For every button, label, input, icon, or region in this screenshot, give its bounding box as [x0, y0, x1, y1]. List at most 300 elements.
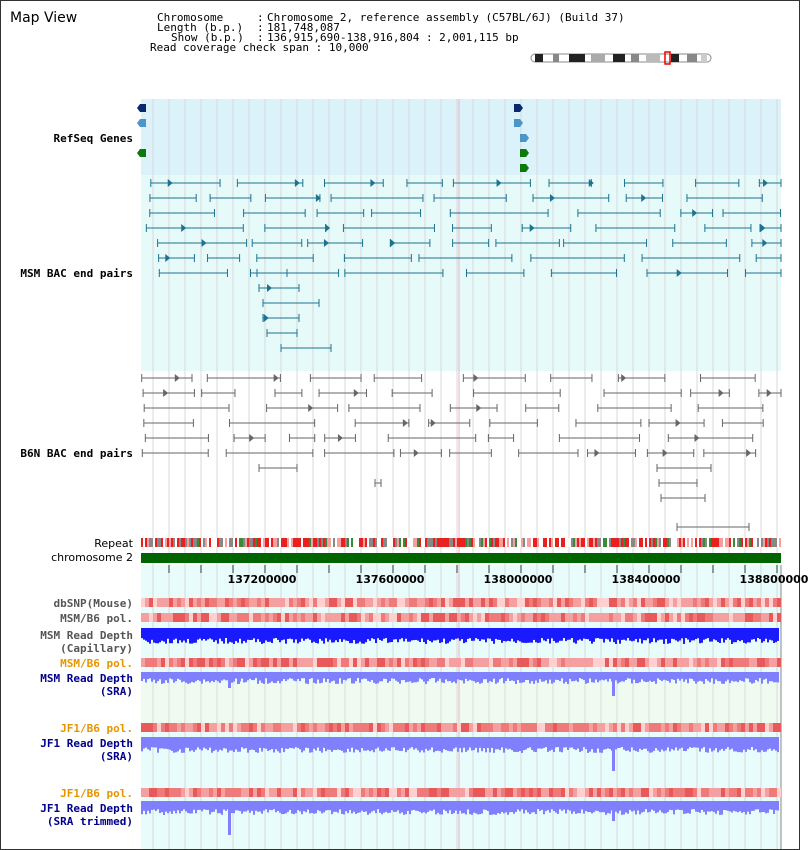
depth-bar	[369, 737, 371, 751]
depth-bar	[425, 801, 427, 813]
depth-bar	[193, 737, 195, 752]
depth-bar	[181, 672, 183, 682]
polymorphism-cell	[725, 613, 729, 622]
polymorphism-cell	[561, 658, 565, 667]
depth-bar	[407, 672, 409, 682]
dbsnp-label[interactable]: dbSNP(Mouse)	[53, 597, 133, 610]
depth-bar	[755, 672, 757, 680]
polymorphism-cell	[305, 658, 309, 667]
polymorphism-cell	[281, 658, 285, 667]
polymorphism-cell	[549, 788, 553, 797]
depth-bar	[527, 628, 529, 643]
depth-bar	[583, 801, 585, 814]
depth-bar	[631, 737, 633, 747]
msm-b6-pol-sra-label[interactable]: MSM/B6 pol.	[60, 657, 133, 670]
polymorphism-cell	[489, 788, 493, 797]
depth-bar	[643, 628, 645, 640]
repeat-segment	[753, 538, 755, 547]
repeat-segment	[311, 538, 313, 547]
polymorphism-cell	[293, 658, 297, 667]
polymorphism-cell	[473, 658, 477, 667]
repeat-segment	[471, 538, 473, 547]
depth-bar	[291, 628, 293, 639]
depth-bar	[539, 737, 541, 749]
polymorphism-cell	[577, 723, 581, 732]
repeat-segment	[267, 538, 269, 547]
depth-bar	[175, 801, 177, 813]
depth-bar	[771, 628, 773, 640]
depth-bar	[245, 737, 247, 748]
polymorphism-cell	[445, 788, 449, 797]
depth-bar	[377, 672, 379, 683]
depth-bar	[557, 801, 559, 814]
depth-bar	[703, 628, 705, 640]
depth-bar	[275, 628, 277, 638]
depth-bar	[547, 801, 549, 810]
depth-bar	[737, 628, 739, 640]
polymorphism-cell	[245, 788, 249, 797]
polymorphism-cell	[441, 613, 445, 622]
depth-bar	[677, 737, 679, 750]
jf1-pol2-label[interactable]: JF1/B6 pol.	[60, 787, 133, 800]
polymorphism-cell	[377, 788, 381, 797]
depth-bar	[595, 628, 597, 638]
depth-bar	[279, 801, 281, 813]
polymorphism-cell	[773, 613, 777, 622]
depth-bar	[493, 628, 495, 644]
msm-depth-capillary-label[interactable]	[40, 629, 133, 655]
depth-bar	[427, 628, 429, 640]
depth-bar	[637, 672, 639, 683]
polymorphism-cell	[485, 613, 489, 622]
depth-bar	[287, 628, 289, 639]
depth-bar	[277, 801, 279, 811]
refseq-label[interactable]: RefSeq Genes	[53, 132, 133, 145]
depth-bar	[617, 628, 619, 640]
polymorphism-cell	[541, 723, 545, 732]
polymorphism-cell	[213, 788, 217, 797]
repeat-segment	[677, 538, 679, 547]
depth-bar	[231, 801, 233, 813]
polymorphism-cell	[589, 788, 593, 797]
repeat-segment	[751, 538, 753, 547]
polymorphism-cell	[297, 723, 301, 732]
depth-bar	[777, 801, 779, 810]
depth-bar	[611, 628, 613, 638]
depth-bar	[375, 672, 377, 684]
depth-bar	[459, 672, 461, 680]
depth-bar	[287, 801, 289, 812]
polymorphism-cell	[769, 658, 773, 667]
polymorphism-cell	[617, 613, 621, 622]
polymorphism-cell	[193, 723, 197, 732]
depth-bar	[505, 628, 507, 641]
polymorphism-cell	[753, 723, 757, 732]
depth-bar	[265, 672, 267, 678]
polymorphism-cell	[461, 658, 465, 667]
depth-bar	[667, 628, 669, 644]
depth-bar	[487, 672, 489, 683]
depth-bar	[179, 801, 181, 813]
polymorphism-cell	[357, 613, 361, 622]
repeat-segment	[519, 538, 521, 547]
depth-bar	[435, 672, 437, 682]
polymorphism-cell	[669, 788, 673, 797]
depth-bar	[199, 672, 201, 681]
depth-bar	[771, 672, 773, 681]
depth-bar	[241, 801, 243, 814]
polymorphism-cell	[489, 613, 493, 622]
polymorphism-cell	[541, 613, 545, 622]
depth-bar	[545, 801, 547, 811]
repeat-segment	[241, 538, 243, 547]
repeat-segment	[279, 538, 281, 547]
b6n-bac-label[interactable]: B6N BAC end pairs	[20, 447, 133, 460]
depth-bar	[397, 801, 399, 810]
repeat-segment	[579, 538, 581, 547]
polymorphism-cell	[573, 788, 577, 797]
polymorphism-cell	[601, 613, 605, 622]
repeat-segment	[197, 538, 199, 547]
polymorphism-cell	[221, 598, 225, 607]
depth-bar	[253, 628, 255, 638]
msm-depth-sra-sub: (SRA)	[99, 685, 133, 698]
depth-bar	[541, 801, 543, 810]
depth-bar	[465, 801, 467, 814]
repeat-segment	[445, 538, 447, 547]
polymorphism-cell	[593, 658, 597, 667]
gene-feature	[137, 119, 146, 127]
depth-bar	[213, 801, 215, 812]
polymorphism-cell	[713, 723, 717, 732]
polymorphism-cell	[637, 613, 641, 622]
polymorphism-cell	[765, 723, 769, 732]
depth-bar	[149, 628, 151, 644]
depth-bar	[261, 801, 263, 814]
depth-bar	[459, 801, 461, 811]
depth-bar	[357, 628, 359, 643]
polymorphism-cell	[465, 598, 469, 607]
polymorphism-cell	[257, 613, 261, 622]
depth-bar	[719, 628, 721, 643]
repeat-segment	[161, 538, 163, 547]
repeat-segment	[255, 538, 257, 547]
polymorphism-cell	[637, 723, 641, 732]
depth-bar	[695, 801, 697, 812]
depth-bar	[521, 737, 523, 753]
depth-bar	[733, 628, 735, 642]
polymorphism-cell	[425, 598, 429, 607]
repeat-label[interactable]: Repeat	[94, 537, 133, 550]
polymorphism-cell	[717, 658, 721, 667]
depth-bar	[377, 801, 379, 809]
chromosome-label[interactable]: chromosome 2	[51, 551, 133, 564]
polymorphism-cell	[285, 788, 289, 797]
depth-bar	[401, 672, 403, 680]
repeat-segment	[693, 538, 695, 547]
depth-bar	[501, 628, 503, 643]
msm-depth-sra-label[interactable]	[40, 672, 133, 698]
bac-end-marker	[719, 389, 724, 397]
depth-bar	[149, 737, 151, 750]
polymorphism-cell	[689, 788, 693, 797]
depth-bar	[277, 672, 279, 681]
depth-bar	[445, 737, 447, 750]
jf1-depth-label[interactable]	[40, 737, 133, 763]
polymorphism-cell	[269, 723, 273, 732]
depth-bar	[517, 737, 519, 752]
polymorphism-cell	[185, 598, 189, 607]
repeat-segment	[163, 538, 165, 547]
polymorphism-cell	[741, 598, 745, 607]
depth-bar	[383, 737, 385, 751]
polymorphism-cell	[169, 788, 173, 797]
polymorphism-cell	[721, 598, 725, 607]
depth-bar	[623, 672, 625, 682]
polymorphism-cell	[589, 598, 593, 607]
polymorphism-cell	[565, 613, 569, 622]
polymorphism-cell	[349, 613, 353, 622]
polymorphism-cell	[349, 658, 353, 667]
depth-bar	[277, 628, 279, 640]
polymorphism-cell	[677, 613, 681, 622]
depth-bar	[507, 737, 509, 749]
depth-bar	[343, 801, 345, 814]
depth-bar	[667, 801, 669, 812]
repeat-segment	[669, 538, 671, 547]
depth-bar	[445, 672, 447, 679]
repeat-segment	[251, 538, 253, 547]
depth-bar	[629, 737, 631, 752]
depth-bar	[313, 672, 315, 683]
depth-bar	[165, 672, 167, 680]
polymorphism-cell	[385, 598, 389, 607]
depth-bar	[143, 801, 145, 811]
polymorphism-cell	[525, 598, 529, 607]
depth-bar	[317, 801, 319, 810]
repeat-segment	[167, 538, 169, 547]
polymorphism-cell	[237, 723, 241, 732]
repeat-segment	[599, 538, 601, 547]
depth-bar	[767, 628, 769, 642]
polymorphism-cell	[417, 788, 421, 797]
depth-bar	[447, 672, 449, 681]
polymorphism-cell	[613, 613, 617, 622]
depth-bar	[167, 628, 169, 639]
bac-end-marker	[431, 419, 436, 427]
repeat-segment	[377, 538, 379, 547]
depth-bar	[641, 737, 643, 750]
depth-bar	[355, 628, 357, 644]
polymorphism-cell	[253, 723, 257, 732]
depth-bar	[593, 628, 595, 642]
polymorphism-cell	[373, 613, 377, 622]
polymorphism-cell	[297, 613, 301, 622]
depth-bar	[667, 737, 669, 747]
depth-bar	[771, 737, 773, 751]
repeat-segment	[663, 538, 665, 547]
depth-bar	[149, 672, 151, 678]
polymorphism-cell	[201, 598, 205, 607]
depth-bar	[653, 801, 655, 811]
depth-bar	[759, 672, 761, 678]
polymorphism-cell	[569, 613, 573, 622]
polymorphism-cell	[557, 723, 561, 732]
depth-bar	[679, 672, 681, 681]
depth-bar	[351, 672, 353, 683]
depth-bar	[707, 628, 709, 638]
repeat-segment	[165, 538, 167, 547]
msm-b6-pol-label[interactable]: MSM/B6 pol.	[60, 612, 133, 625]
repeat-segment	[645, 538, 647, 547]
polymorphism-cell	[265, 723, 269, 732]
depth-bar	[365, 801, 367, 811]
depth-bar	[201, 628, 203, 640]
depth-bar	[321, 801, 323, 813]
polymorphism-cell	[769, 723, 773, 732]
depth-bar	[419, 628, 421, 642]
jf1-trimmed-label[interactable]	[40, 802, 133, 828]
depth-bar	[205, 737, 207, 749]
repeat-segment	[561, 538, 563, 547]
polymorphism-cell	[281, 788, 285, 797]
depth-bar	[281, 801, 283, 814]
depth-bar	[307, 672, 309, 684]
polymorphism-cell	[605, 598, 609, 607]
depth-bar	[227, 628, 229, 644]
polymorphism-cell	[241, 788, 245, 797]
depth-bar	[549, 737, 551, 751]
polymorphism-cell	[561, 613, 565, 622]
depth-bar	[729, 801, 731, 811]
depth-bar	[501, 737, 503, 747]
polymorphism-cell	[409, 598, 413, 607]
polymorphism-cell	[521, 598, 525, 607]
depth-bar	[191, 628, 193, 644]
depth-bar	[351, 737, 353, 748]
depth-bar	[223, 801, 225, 810]
depth-bar	[657, 801, 659, 812]
depth-bar	[507, 801, 509, 815]
repeat-segment	[553, 538, 555, 547]
depth-bar	[469, 737, 471, 748]
depth-bar	[211, 801, 213, 812]
polymorphism-cell	[461, 613, 465, 622]
polymorphism-cell	[617, 788, 621, 797]
depth-bar	[769, 801, 771, 809]
depth-bar	[505, 737, 507, 748]
polymorphism-cell	[161, 723, 165, 732]
depth-bar	[711, 628, 713, 642]
depth-bar	[635, 628, 637, 639]
depth-bar	[487, 801, 489, 811]
depth-bar	[561, 672, 563, 678]
polymorphism-cell	[265, 613, 269, 622]
polymorphism-cell	[493, 723, 497, 732]
depth-bar	[455, 672, 457, 683]
depth-bar	[479, 672, 481, 684]
depth-bar	[183, 628, 185, 641]
polymorphism-cell	[585, 598, 589, 607]
depth-bar	[675, 672, 677, 684]
depth-bar	[485, 801, 487, 810]
depth-bar	[475, 801, 477, 813]
depth-bar	[145, 801, 147, 814]
repeat-segment	[415, 538, 417, 547]
jf1-pol-label[interactable]: JF1/B6 pol.	[60, 722, 133, 735]
depth-bar	[295, 672, 297, 681]
depth-bar	[163, 737, 165, 749]
polymorphism-cell	[261, 723, 265, 732]
depth-bar	[621, 737, 623, 747]
depth-bar	[333, 737, 335, 750]
depth-bar	[215, 628, 217, 640]
polymorphism-cell	[653, 723, 657, 732]
depth-bar	[367, 737, 369, 750]
depth-bar	[599, 672, 601, 681]
polymorphism-cell	[469, 723, 473, 732]
depth-bar	[183, 737, 185, 753]
depth-bar	[487, 737, 489, 748]
polymorphism-cell	[673, 613, 677, 622]
depth-bar	[427, 801, 429, 812]
depth-bar	[603, 737, 605, 750]
depth-bar	[511, 628, 513, 639]
polymorphism-cell	[217, 613, 221, 622]
depth-bar	[607, 628, 609, 639]
depth-bar	[207, 737, 209, 750]
polymorphism-cell	[261, 788, 265, 797]
depth-bar	[307, 737, 309, 748]
repeat-segment	[557, 538, 559, 547]
depth-bar	[303, 801, 305, 811]
polymorphism-cell	[401, 788, 405, 797]
repeat-segment	[427, 538, 429, 547]
msm-bac-label[interactable]: MSM BAC end pairs	[20, 267, 133, 280]
polymorphism-cell	[357, 788, 361, 797]
depth-bar	[343, 672, 345, 680]
polymorphism-cell	[233, 658, 237, 667]
depth-bar	[509, 737, 511, 749]
polymorphism-cell	[745, 598, 749, 607]
polymorphism-cell	[773, 658, 777, 667]
polymorphism-cell	[509, 613, 513, 622]
depth-bar	[623, 737, 625, 750]
polymorphism-cell	[677, 598, 681, 607]
depth-bar	[159, 801, 161, 813]
polymorphism-cell	[473, 598, 477, 607]
depth-bar	[323, 801, 325, 812]
polymorphism-cell	[501, 723, 505, 732]
depth-bar	[291, 737, 293, 748]
polymorphism-cell	[569, 788, 573, 797]
repeat-segment	[729, 538, 731, 547]
polymorphism-cell	[409, 788, 413, 797]
repeat-segment	[733, 538, 735, 547]
depth-bar	[647, 672, 649, 682]
polymorphism-cell	[249, 658, 253, 667]
depth-bar	[491, 672, 493, 682]
depth-bar	[213, 672, 215, 682]
depth-bar	[711, 801, 713, 811]
polymorphism-cell	[201, 788, 205, 797]
repeat-segment	[653, 538, 655, 547]
depth-bar	[673, 737, 675, 750]
polymorphism-cell	[193, 598, 197, 607]
depth-bar	[745, 801, 747, 814]
polymorphism-cell	[609, 658, 613, 667]
polymorphism-cell	[533, 598, 537, 607]
